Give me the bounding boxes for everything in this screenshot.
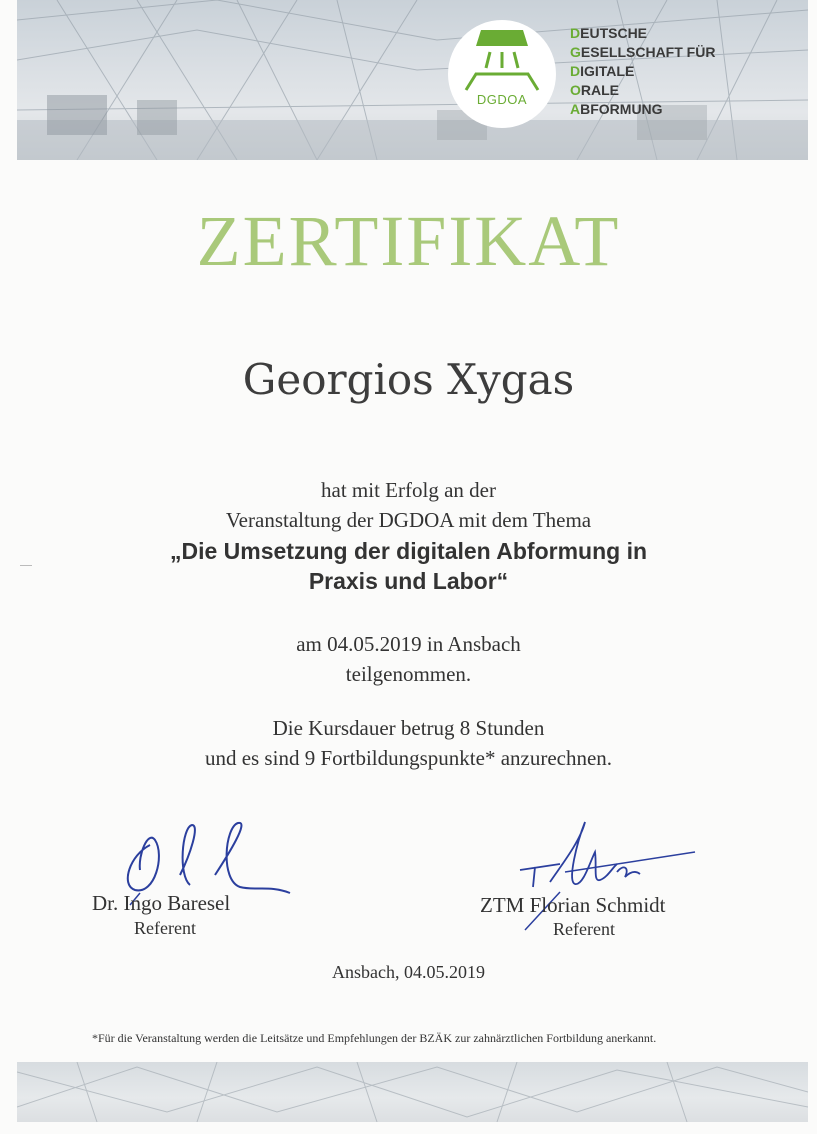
signatory-name: ZTM Florian Schmidt — [480, 893, 666, 917]
footnote: *Für die Veranstaltung werden die Leitsätze und Empfehlungen der BZÄK zur zahnärztlichen Fortbildung anerkannt. — [92, 1031, 657, 1045]
org-line: ORALE — [570, 82, 620, 98]
participation-text: teilgenommen. — [345, 662, 472, 686]
org-line: ABFORMUNG — [570, 101, 663, 117]
body-line-1: hat mit Erfolg an der — [321, 478, 496, 502]
footer-banner-image — [17, 1062, 808, 1122]
event-date-place: am 04.05.2019 in Ansbach — [296, 632, 521, 656]
org-line: DIGITALE — [570, 63, 635, 79]
body-line-2: Veranstaltung der DGDOA mit dem Thema — [225, 508, 592, 532]
place-and-date: Ansbach, 04.05.2019 — [332, 962, 485, 982]
organization-name — [570, 24, 715, 119]
event-theme-line-2: Praxis und Labor“ — [308, 568, 509, 594]
org-line: GESELLSCHAFT FÜR — [570, 44, 716, 60]
training-points: und es sind 9 Fortbildungspunkte* anzurechnen. — [204, 746, 613, 770]
event-theme-line-1: „Die Umsetzung der digitalen Abformung in — [169, 538, 648, 564]
dgdoa-logo-icon — [448, 20, 556, 128]
signatory-role: Referent — [134, 918, 196, 938]
logo-abbreviation: DGDOA — [476, 92, 528, 107]
certificate-title: ZERTIFIKAT — [196, 201, 621, 281]
fold-mark — [20, 565, 32, 566]
signatory-role: Referent — [553, 919, 615, 939]
course-duration: Die Kursdauer betrug 8 Stunden — [272, 716, 545, 740]
signatory-name: Dr. Ingo Baresel — [92, 891, 231, 915]
dgdoa-logo — [448, 20, 556, 128]
org-line: DEUTSCHE — [570, 25, 648, 41]
recipient-name: Georgios Xygas — [242, 355, 575, 404]
architecture-photo-footer — [17, 1062, 808, 1122]
